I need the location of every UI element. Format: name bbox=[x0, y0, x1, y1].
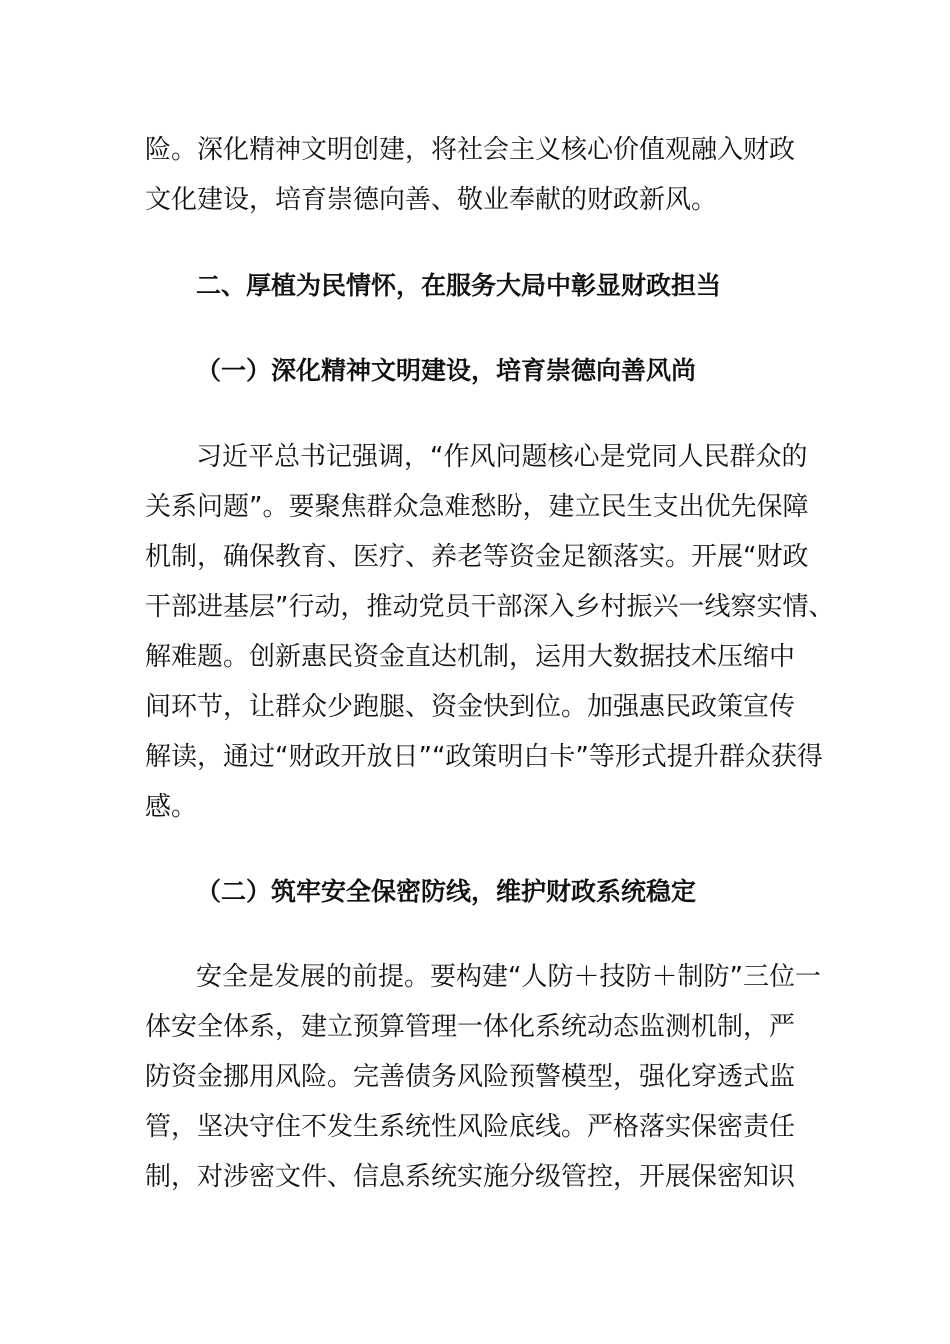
subsection-one-paragraph-line-5: 解难题。创新惠民资金直达机制，运用大数据技术压缩中 bbox=[145, 642, 796, 672]
subsection-two-paragraph-line-1: 安全是发展的前提。要构建“人防＋技防＋制防”三位一 bbox=[196, 962, 821, 992]
subsection-one-paragraph-line-1: 习近平总书记强调，“作风问题核心是党同人民群众的 bbox=[196, 442, 808, 472]
subsection-two-title: （二）筑牢安全保密防线，维护财政系统稳定 bbox=[196, 877, 697, 906]
intro-paragraph-line-1: 险。深化精神文明创建，将社会主义核心价值观融入财政 bbox=[145, 135, 796, 165]
subsection-two-paragraph-line-3: 防资金挪用风险。完善债务风险预警模型，强化穿透式监 bbox=[145, 1062, 796, 1092]
subsection-one-paragraph-line-2: 关系问题”。要聚焦群众急难愁盼，建立民生支出优先保障 bbox=[145, 492, 809, 522]
subsection-two-paragraph-line-5: 制，对涉密文件、信息系统实施分级管控，开展保密知识 bbox=[145, 1162, 796, 1192]
subsection-one-paragraph-line-7: 解读，通过“财政开放日”“政策明白卡”等形式提升群众获得 bbox=[145, 742, 823, 772]
subsection-one-paragraph-line-4: 干部进基层”行动，推动党员干部深入乡村振兴一线察实情、 bbox=[145, 592, 835, 622]
subsection-one-paragraph-line-8: 感。 bbox=[145, 792, 198, 822]
subsection-one-paragraph-line-3: 机制，确保教育、医疗、养老等资金足额落实。开展“财政 bbox=[145, 542, 809, 572]
subsection-two-paragraph-line-2: 体安全体系，建立预算管理一体化系统动态监测机制，严 bbox=[145, 1012, 796, 1042]
subsection-one-paragraph-line-6: 间环节，让群众少跑腿、资金快到位。加强惠民政策宣传 bbox=[145, 692, 796, 722]
intro-paragraph-line-2: 文化建设，培育崇德向善、敬业奉献的财政新风。 bbox=[145, 185, 718, 215]
subsection-one-title: （一）深化精神文明建设，培育崇德向善风尚 bbox=[196, 356, 697, 385]
subsection-two-paragraph-line-4: 管，坚决守住不发生系统性风险底线。严格落实保密责任 bbox=[145, 1112, 796, 1142]
section-two-title: 二、厚植为民情怀，在服务大局中彰显财政担当 bbox=[196, 271, 722, 300]
